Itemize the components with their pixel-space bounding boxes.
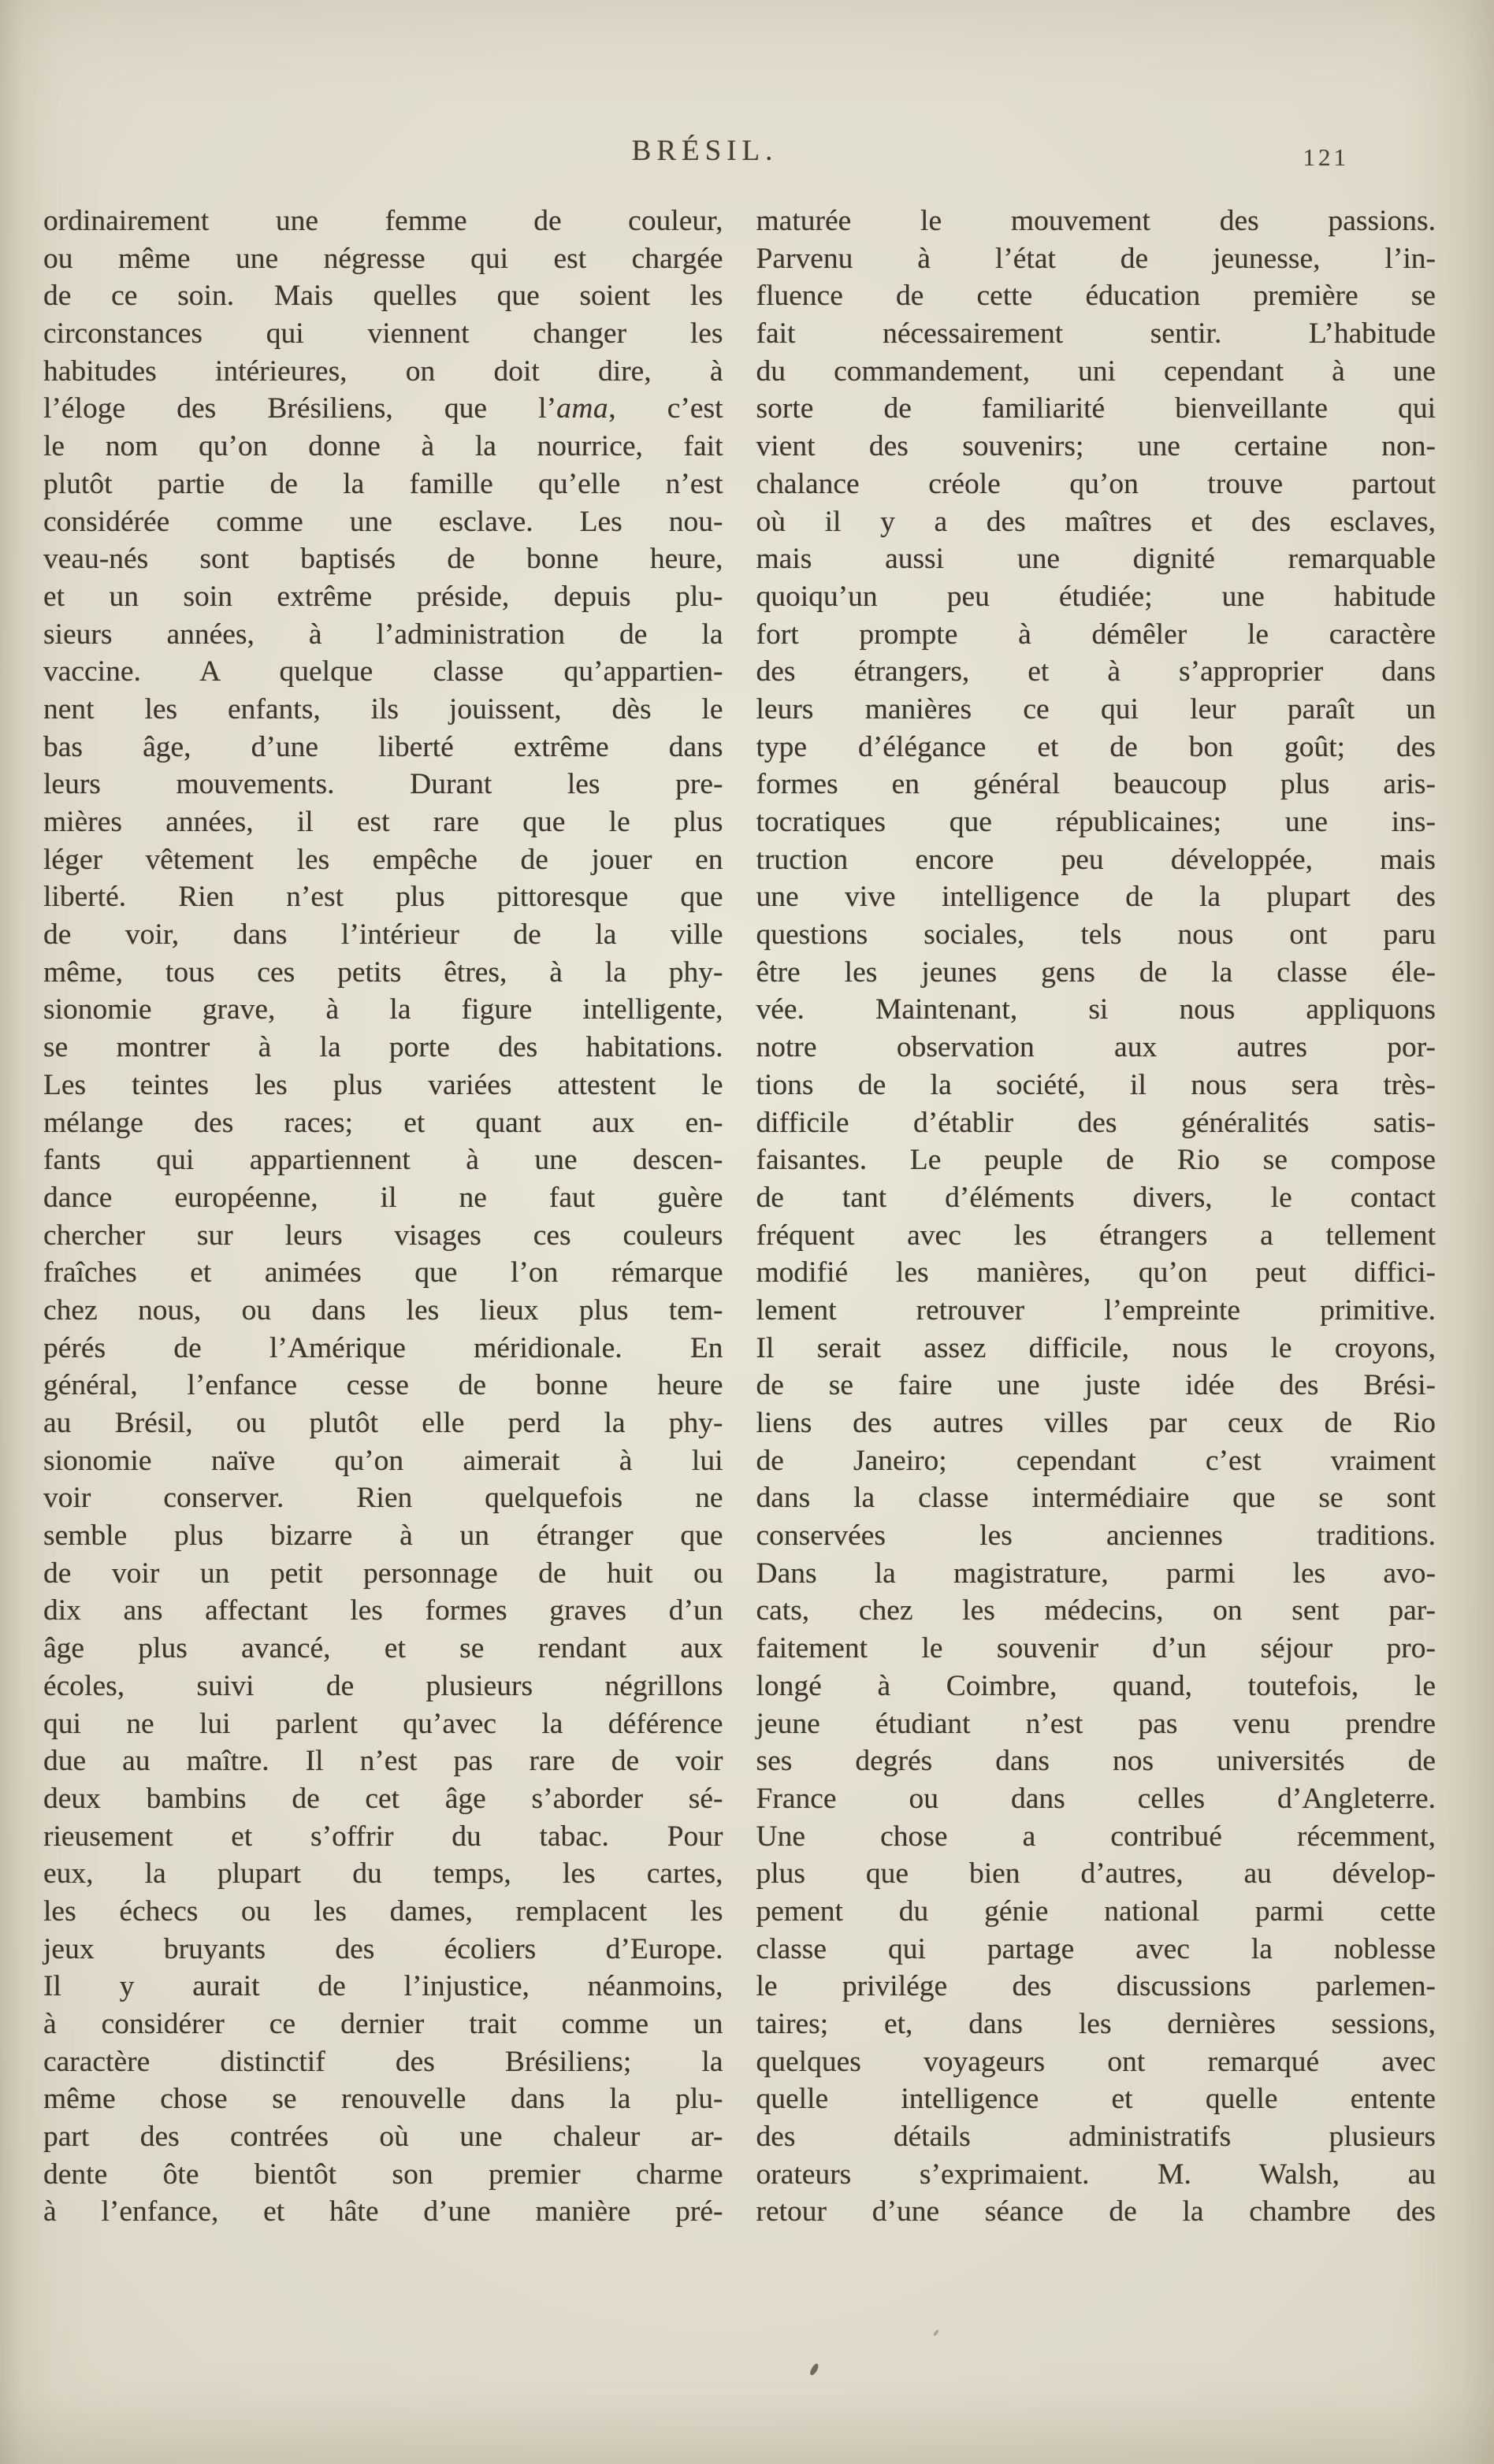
text-line: qui ne lui parlent qu’avec la déférence <box>43 1707 723 1740</box>
text-line: de Janeiro; cependant c’est vraiment <box>756 1444 1436 1477</box>
text-line: à considérer ce dernier trait comme un <box>43 2008 723 2040</box>
text-line: sorte de familiarité bienveillante qui <box>756 392 1436 425</box>
text-line: Il y aurait de l’injustice, néanmoins, <box>43 1970 723 2003</box>
text-line: mais aussi une dignité remarquable <box>756 543 1436 576</box>
text-line: au Brésil, ou plutôt elle perd la phy- <box>43 1407 723 1439</box>
text-line: pérés de l’Amérique méridionale. En <box>43 1331 723 1364</box>
text-line: Les teintes les plus variées attestent le <box>43 1068 723 1101</box>
text-line: truction encore peu développée, mais <box>756 843 1436 876</box>
text-line: de se faire une juste idée des Brési- <box>756 1369 1436 1402</box>
text-line: dans la classe intermédiaire que se sont <box>756 1482 1436 1515</box>
text-line: quelques voyageurs ont remarqué avec <box>756 2045 1436 2078</box>
page-number: 121 <box>1303 143 1349 171</box>
text-line: Il serait assez difficile, nous le croyons, <box>756 1331 1436 1364</box>
text-line: de voir un petit personnage de huit ou <box>43 1557 723 1590</box>
text-line: où il y a des maîtres et des esclaves, <box>756 505 1436 538</box>
text-line: semble plus bizarre à un étranger que <box>43 1520 723 1553</box>
text-line: pement du génie national parmi cette <box>756 1894 1436 1928</box>
text-line: deux bambins de cet âge s’aborder sé- <box>43 1782 723 1815</box>
text-line: Dans la magistrature, parmi les avo- <box>756 1557 1436 1590</box>
text-line: fait nécessairement sentir. L’habitude <box>756 317 1436 351</box>
text-line: tions de la société, il nous sera très- <box>756 1068 1436 1101</box>
text-line: part des contrées où une chaleur ar- <box>43 2121 723 2154</box>
text-line: le nom qu’on donne à la nourrice, fait <box>43 430 723 463</box>
text-line: fraîches et animées que l’on rémarque <box>43 1256 723 1290</box>
text-line: ses degrés dans nos universités de <box>756 1745 1436 1778</box>
text-line: jeune étudiant n’est pas venu prendre <box>756 1707 1436 1740</box>
text-line: âge plus avancé, et se rendant aux <box>43 1632 723 1665</box>
text-line: leurs mouvements. Durant les pre- <box>43 768 723 801</box>
text-line: taires; et, dans les dernières sessions, <box>756 2008 1436 2040</box>
text-line: de tant d’éléments divers, le contact <box>756 1181 1436 1214</box>
text-line: notre observation aux autres por- <box>756 1031 1436 1064</box>
text-line: quelle intelligence et quelle entente <box>756 2083 1436 2116</box>
ink-speck <box>808 2362 819 2376</box>
text-line: une vive intelligence de la plupart des <box>756 881 1436 914</box>
text-line: voir conserver. Rien quelquefois ne <box>43 1482 723 1515</box>
page-header <box>43 131 1436 186</box>
text-line: chercher sur leurs visages ces couleurs <box>43 1219 723 1252</box>
text-line: ordinairement une femme de couleur, <box>43 205 723 237</box>
text-line: leurs manières ce qui leur paraît un <box>756 692 1436 725</box>
text-line: vaccine. A quelque classe qu’appartien- <box>43 655 723 688</box>
text-line: classe qui partage avec la noblesse <box>756 1932 1436 1965</box>
text-line: plus que bien d’autres, au dévelop- <box>756 1857 1436 1891</box>
text-line: veau-nés sont baptisés de bonne heure, <box>43 543 723 576</box>
text-line: fluence de cette éducation première se <box>756 280 1436 313</box>
text-line: même chose se renouvelle dans la plu- <box>43 2083 723 2116</box>
text-line: habitudes intérieures, on doit dire, à <box>43 354 723 388</box>
text-line: maturée le mouvement des passions. <box>756 205 1436 237</box>
text-line: faisantes. Le peuple de Rio se compose <box>756 1144 1436 1177</box>
text-line: sionomie naïve qu’on aimerait à lui <box>43 1444 723 1477</box>
text-line: écoles, suivi de plusieurs négrillons <box>43 1669 723 1702</box>
text-line: longé à Coimbre, quand, toutefois, le <box>756 1669 1436 1702</box>
text-line: de voir, dans l’intérieur de la ville <box>43 918 723 952</box>
text-line: questions sociales, tels nous ont paru <box>756 918 1436 952</box>
text-line: faitement le souvenir d’un séjour pro- <box>756 1632 1436 1665</box>
text-line: Une chose a contribué récemment, <box>756 1820 1436 1853</box>
text-line: bas âge, d’une liberté extrême dans <box>43 730 723 763</box>
text-line: général, l’enfance cesse de bonne heure <box>43 1369 723 1402</box>
running-title: BRÉSIL. <box>631 135 779 167</box>
text-line: des étrangers, et à s’approprier dans <box>756 655 1436 688</box>
text-line: caractère distinctif des Brésiliens; la <box>43 2045 723 2078</box>
text-line: sionomie grave, à la figure intelligente, <box>43 993 723 1026</box>
text-line: lement retrouver l’empreinte primitive. <box>756 1293 1436 1327</box>
text-line: fréquent avec les étrangers a tellement <box>756 1219 1436 1252</box>
text-line: liens des autres villes par ceux de Rio <box>756 1407 1436 1439</box>
text-line: considérée comme une esclave. Les nou- <box>43 505 723 538</box>
text-line: eux, la plupart du temps, les cartes, <box>43 1857 723 1891</box>
text-line: due au maître. Il n’est pas rare de voir <box>43 1745 723 1778</box>
text-line: des détails administratifs plusieurs <box>756 2121 1436 2154</box>
text-line: fort prompte à démêler le caractère <box>756 618 1436 651</box>
text-line: Parvenu à l’état de jeunesse, l’in- <box>756 242 1436 275</box>
text-line: quoiqu’un peu étudiée; une habitude <box>756 580 1436 613</box>
text-line: France ou dans celles d’Angleterre. <box>756 1782 1436 1815</box>
text-line: chez nous, ou dans les lieux plus tem- <box>43 1293 723 1327</box>
text-line: dance européenne, il ne faut guère <box>43 1181 723 1214</box>
text-line: à l’enfance, et hâte d’une manière pré- <box>43 2195 723 2228</box>
text-line: du commandement, uni cependant à une <box>756 354 1436 388</box>
text-line: le privilége des discussions parlemen- <box>756 1970 1436 2003</box>
text-line: difficile d’établir des généralités satis- <box>756 1106 1436 1139</box>
right-column <box>756 202 1436 2231</box>
ink-speck <box>933 2329 940 2336</box>
text-line: nent les enfants, ils jouissent, dès le <box>43 692 723 725</box>
text-line: conservées les anciennes traditions. <box>756 1520 1436 1553</box>
text-line: modifié les manières, qu’on peut diffici- <box>756 1256 1436 1290</box>
text-line: mières années, il est rare que le plus <box>43 806 723 838</box>
text-line: mélange des races; et quant aux en- <box>43 1106 723 1139</box>
text-line: l’éloge des Brésiliens, que l’ama, c’est <box>43 392 723 425</box>
text-line: circonstances qui viennent changer les <box>43 317 723 351</box>
text-line: vée. Maintenant, si nous appliquons <box>756 993 1436 1026</box>
text-line: de ce soin. Mais quelles que soient les <box>43 280 723 313</box>
text-line: léger vêtement les empêche de jouer en <box>43 843 723 876</box>
text-line: et un soin extrême préside, depuis plu- <box>43 580 723 613</box>
text-line: dix ans affectant les formes graves d’un <box>43 1594 723 1627</box>
text-line: chalance créole qu’on trouve partout <box>756 467 1436 500</box>
text-line: sieurs années, à l’administration de la <box>43 618 723 651</box>
text-line: fants qui appartiennent à une descen- <box>43 1144 723 1177</box>
text-line: ou même une négresse qui est chargée <box>43 242 723 275</box>
text-line: même, tous ces petits êtres, à la phy- <box>43 956 723 989</box>
text-line: les échecs ou les dames, remplacent les <box>43 1894 723 1928</box>
text-line: liberté. Rien n’est plus pittoresque que <box>43 881 723 914</box>
text-line: orateurs s’exprimaient. M. Walsh, au <box>756 2158 1436 2191</box>
text-line: retour d’une séance de la chambre des <box>756 2195 1436 2228</box>
text-line: être les jeunes gens de la classe éle- <box>756 956 1436 989</box>
text-line: se montrer à la porte des habitations. <box>43 1031 723 1064</box>
text-line: tocratiques que républicaines; une ins- <box>756 806 1436 838</box>
text-line: cats, chez les médecins, on sent par- <box>756 1594 1436 1627</box>
text-line: dente ôte bientôt son premier charme <box>43 2158 723 2191</box>
text-columns <box>43 202 1436 2231</box>
text-line: formes en général beaucoup plus aris- <box>756 768 1436 801</box>
text-line: plutôt partie de la famille qu’elle n’est <box>43 467 723 500</box>
text-line: type d’élégance et de bon goût; des <box>756 730 1436 763</box>
text-line: vient des souvenirs; une certaine non- <box>756 430 1436 463</box>
text-line: rieusement et s’offrir du tabac. Pour <box>43 1820 723 1853</box>
left-column <box>43 202 723 2231</box>
text-line: jeux bruyants des écoliers d’Europe. <box>43 1932 723 1965</box>
